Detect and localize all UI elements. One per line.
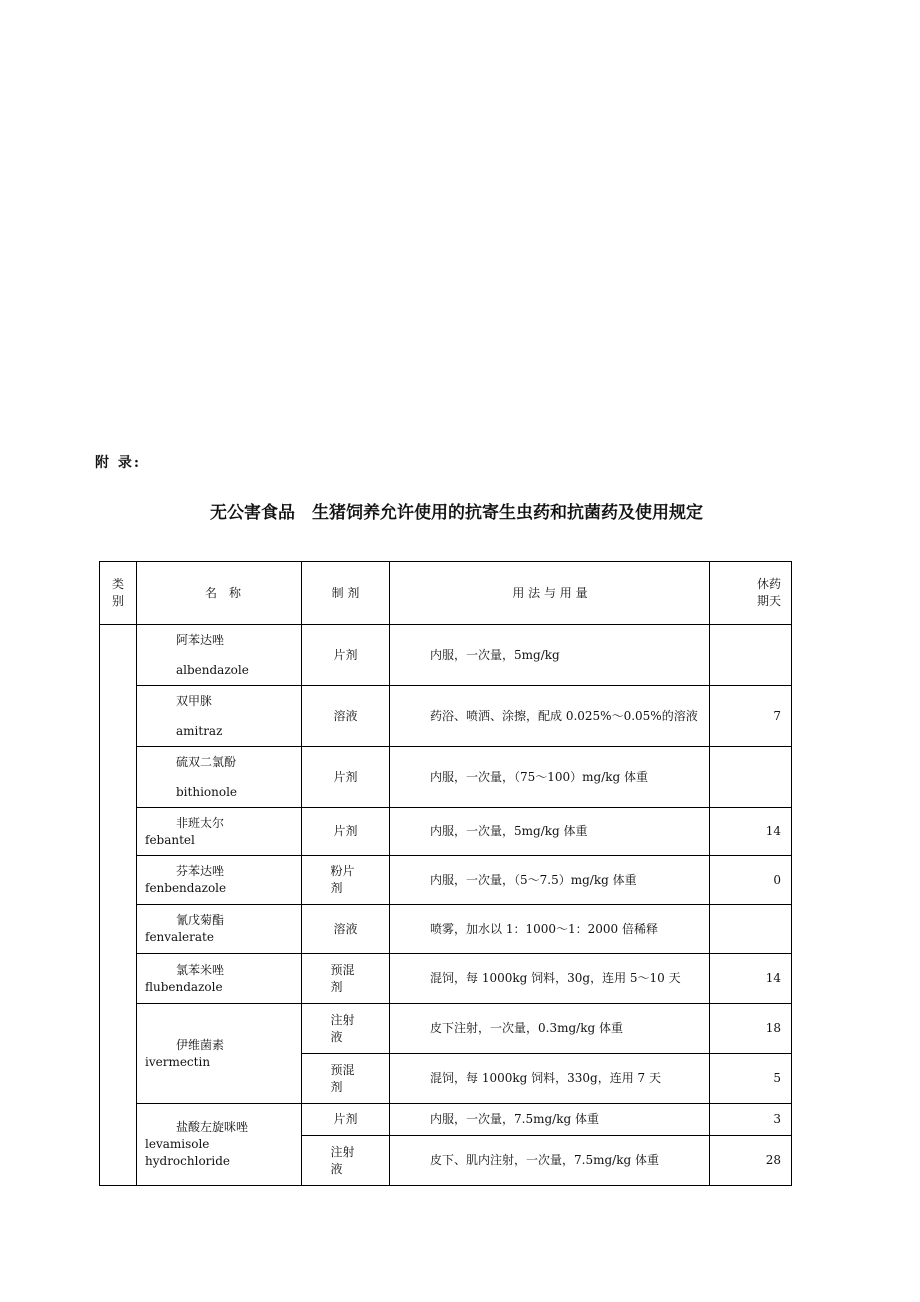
table-row: [100, 747, 792, 808]
table-row: [100, 954, 792, 1004]
header-withdrawal: 休药 期天: [710, 562, 792, 625]
table-row: [100, 625, 792, 686]
table-row: [100, 905, 792, 954]
withdrawal-cell: [710, 905, 792, 954]
drug-name-cell: 双甲脒 amitraz: [137, 686, 302, 747]
drug-name-cell: 芬苯达唑 fenbendazole: [137, 856, 302, 905]
form-cell: 片剂: [302, 1104, 390, 1136]
table-row: [100, 808, 792, 856]
usage-cell: 内服，一次量，5mg/kg 体重: [390, 808, 710, 856]
category-cell: [100, 625, 137, 1186]
form-cell: 预混剂: [302, 954, 390, 1004]
drug-name-cell: 非班太尔 febantel: [137, 808, 302, 856]
form-cell: 溶液: [302, 686, 390, 747]
usage-cell: 内服，一次量，（5～7.5）mg/kg 体重: [390, 856, 710, 905]
drug-name-cell: 硫双二氯酚 bithionole: [137, 747, 302, 808]
usage-cell: 喷雾，加水以 1：1000～1：2000 倍稀释: [390, 905, 710, 954]
usage-cell: 内服，一次量，（75～100）mg/kg 体重: [390, 747, 710, 808]
usage-cell: 皮下、肌内注射，一次量，7.5mg/kg 体重: [390, 1136, 710, 1186]
usage-cell: 混饲，每 1000kg 饲料，330g，连用 7 天: [390, 1054, 710, 1104]
usage-cell: 混饲，每 1000kg 饲料，30g，连用 5～10 天: [390, 954, 710, 1004]
appendix-label: 附 录:: [95, 455, 142, 471]
form-cell: 注射液: [302, 1004, 390, 1054]
withdrawal-cell: 14: [710, 808, 792, 856]
drug-name-cell: 盐酸左旋咪唑 levamisole hydrochloride: [137, 1104, 302, 1186]
withdrawal-cell: 14: [710, 954, 792, 1004]
usage-cell: 内服，一次量，5mg/kg: [390, 625, 710, 686]
drug-name-cell: 氰戊菊酯 fenvalerate: [137, 905, 302, 954]
drug-regulation-table: [99, 561, 792, 1186]
withdrawal-cell: 18: [710, 1004, 792, 1054]
withdrawal-cell: [710, 625, 792, 686]
usage-cell: 皮下注射，一次量，0.3mg/kg 体重: [390, 1004, 710, 1054]
form-cell: 片剂: [302, 747, 390, 808]
withdrawal-cell: 3: [710, 1104, 792, 1136]
header-usage: 用 法 与 用 量: [390, 562, 710, 625]
form-cell: 注射液: [302, 1136, 390, 1186]
withdrawal-cell: 7: [710, 686, 792, 747]
withdrawal-cell: 0: [710, 856, 792, 905]
table-header-row: [100, 562, 792, 625]
usage-cell: 内服，一次量，7.5mg/kg 体重: [390, 1104, 710, 1136]
form-cell: 预混剂: [302, 1054, 390, 1104]
table-row: [100, 686, 792, 747]
drug-name-cell: 氯苯米唑 flubendazole: [137, 954, 302, 1004]
drug-name-cell: 伊维菌素 ivermectin: [137, 1004, 302, 1104]
header-form: 制 剂: [302, 562, 390, 625]
header-name: 名 称: [137, 562, 302, 625]
form-cell: 片剂: [302, 808, 390, 856]
form-cell: 片剂: [302, 625, 390, 686]
table-row: [100, 1004, 792, 1054]
usage-cell: 药浴、喷洒、涂擦，配成 0.025%～0.05%的溶液: [390, 686, 710, 747]
withdrawal-cell: 28: [710, 1136, 792, 1186]
table-row: [100, 1104, 792, 1136]
document-title: 无公害食品 生猪饲养允许使用的抗寄生虫药和抗菌药及使用规定: [210, 503, 703, 523]
form-cell: 溶液: [302, 905, 390, 954]
drug-name-cell: 阿苯达唑 albendazole: [137, 625, 302, 686]
header-category: 类别: [100, 562, 137, 625]
table-row: [100, 856, 792, 905]
withdrawal-cell: [710, 747, 792, 808]
withdrawal-cell: 5: [710, 1054, 792, 1104]
form-cell: 粉片剂: [302, 856, 390, 905]
